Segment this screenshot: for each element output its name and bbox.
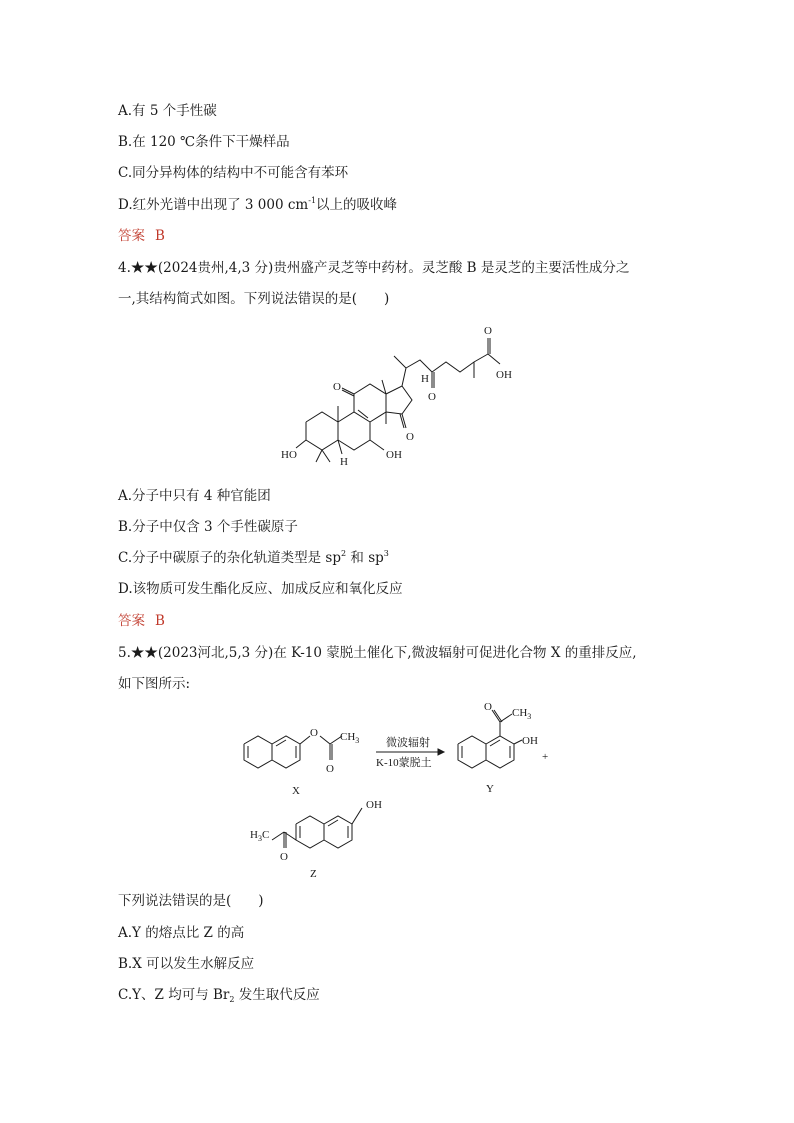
label-c3-ho: HO xyxy=(281,449,297,461)
q5-question: 下列说法错误的是( ) xyxy=(118,893,264,909)
z-label: Z xyxy=(310,868,317,880)
q3-answer xyxy=(118,226,165,246)
q4-option-a: A.分子中只有 4 种官能团 xyxy=(118,488,271,504)
x-ester-o: O xyxy=(310,727,318,739)
x-carbonyl-o: O xyxy=(326,763,334,775)
q4-option-c xyxy=(118,548,389,568)
q4-option-b: B.分子中仅含 3 个手性碳原子 xyxy=(118,519,298,535)
q3-answer-label: 答案 xyxy=(118,228,145,244)
y-ch3 xyxy=(512,707,531,721)
q5-option-a: A.Y 的熔点比 Z 的高 xyxy=(118,925,245,941)
y-oh: OH xyxy=(522,735,538,747)
q3-option-d-text: D.红外光谱中出现了 3 000 cm xyxy=(118,197,309,213)
q4-option-d: D.该物质可发生酯化反应、加成反应和氧化反应 xyxy=(118,581,403,597)
x-ch3 xyxy=(340,731,359,745)
plus-sign: + xyxy=(542,751,549,763)
q5-stem-line1: 5.★★(2023河北,5,3 分)在 K-10 蒙脱土催化下,微波辐射可促进化合物 X 的重排反应, xyxy=(118,645,637,661)
q4-answer-value: B xyxy=(155,613,165,629)
q5-option-c-subscript: 2 xyxy=(229,995,235,1004)
q4-stem-line1: 4.★★(2024贵州,4,3 分)贵州盛产灵芝等中药材。灵芝酸 B 是灵芝的主要活性成分之 xyxy=(118,260,630,276)
z-oh: OH xyxy=(366,799,382,811)
q4-option-c-text: C.分子中碳原子的杂化轨道类型是 sp xyxy=(118,550,342,566)
label-h5: H xyxy=(340,456,348,468)
z-h3c xyxy=(250,829,269,843)
q4-answer xyxy=(118,611,165,631)
q4-stem-line2: 一,其结构简式如图。下列说法错误的是( ) xyxy=(118,291,390,307)
label-ketone-o: O xyxy=(428,391,436,403)
q5-option-c-text-end: 发生取代反应 xyxy=(234,987,320,1003)
q5-option-c-text: C.Y、Z 均可与 Br xyxy=(118,987,230,1003)
y-label: Y xyxy=(486,783,494,795)
q3-option-a: A.有 5 个手性碳 xyxy=(118,103,217,119)
reaction-scheme xyxy=(236,696,596,884)
y-ch3-sub: 3 xyxy=(527,712,532,721)
label-c7-oh: OH xyxy=(386,449,402,461)
q3-option-c: C.同分异构体的结构中不可能含有苯环 xyxy=(118,165,349,181)
q4-option-c-superscript-2: 3 xyxy=(383,549,389,558)
z-h3c-sub: 3 xyxy=(257,834,262,843)
q4-option-c-superscript-1: 2 xyxy=(341,549,347,558)
label-ring-d-o: O xyxy=(406,431,414,443)
z-carbonyl-o: O xyxy=(280,851,288,863)
x-ch3-sub: 3 xyxy=(355,736,360,745)
label-acid-oh: OH xyxy=(496,369,512,381)
x-ch3-text: CH xyxy=(340,731,356,743)
q3-answer-value: B xyxy=(155,228,165,244)
ring-c xyxy=(354,384,386,422)
ring-b xyxy=(338,412,370,450)
ganoderic-acid-structure xyxy=(270,320,540,470)
label-h17: H xyxy=(421,373,429,385)
q4-option-c-text-mid: 和 sp xyxy=(346,550,384,566)
q3-option-d-text-end: 以上的吸收峰 xyxy=(316,197,398,213)
q3-option-b: B.在 120 ℃条件下干燥样品 xyxy=(118,134,290,150)
z-h3c-h: H xyxy=(250,829,258,841)
q5-stem-line2: 如下图所示: xyxy=(118,676,191,692)
x-label: X xyxy=(292,785,300,797)
ring-a xyxy=(306,412,338,450)
z-h3c-c: C xyxy=(261,829,270,841)
label-ring-c-o: O xyxy=(333,381,341,393)
condition-bottom: K-10蒙脱土 xyxy=(376,757,432,769)
label-acid-o: O xyxy=(484,325,492,337)
q3-option-d-superscript: -1 xyxy=(308,196,317,205)
q5-option-c xyxy=(118,985,320,1005)
y-ch3-text: CH xyxy=(512,707,528,719)
y-carbonyl-o: O xyxy=(484,701,492,713)
ring-d xyxy=(386,386,412,414)
q5-option-b: B.X 可以发生水解反应 xyxy=(118,956,255,972)
condition-top: 微波辐射 xyxy=(386,737,430,749)
q4-answer-label: 答案 xyxy=(118,613,145,629)
q3-option-d xyxy=(118,195,397,215)
